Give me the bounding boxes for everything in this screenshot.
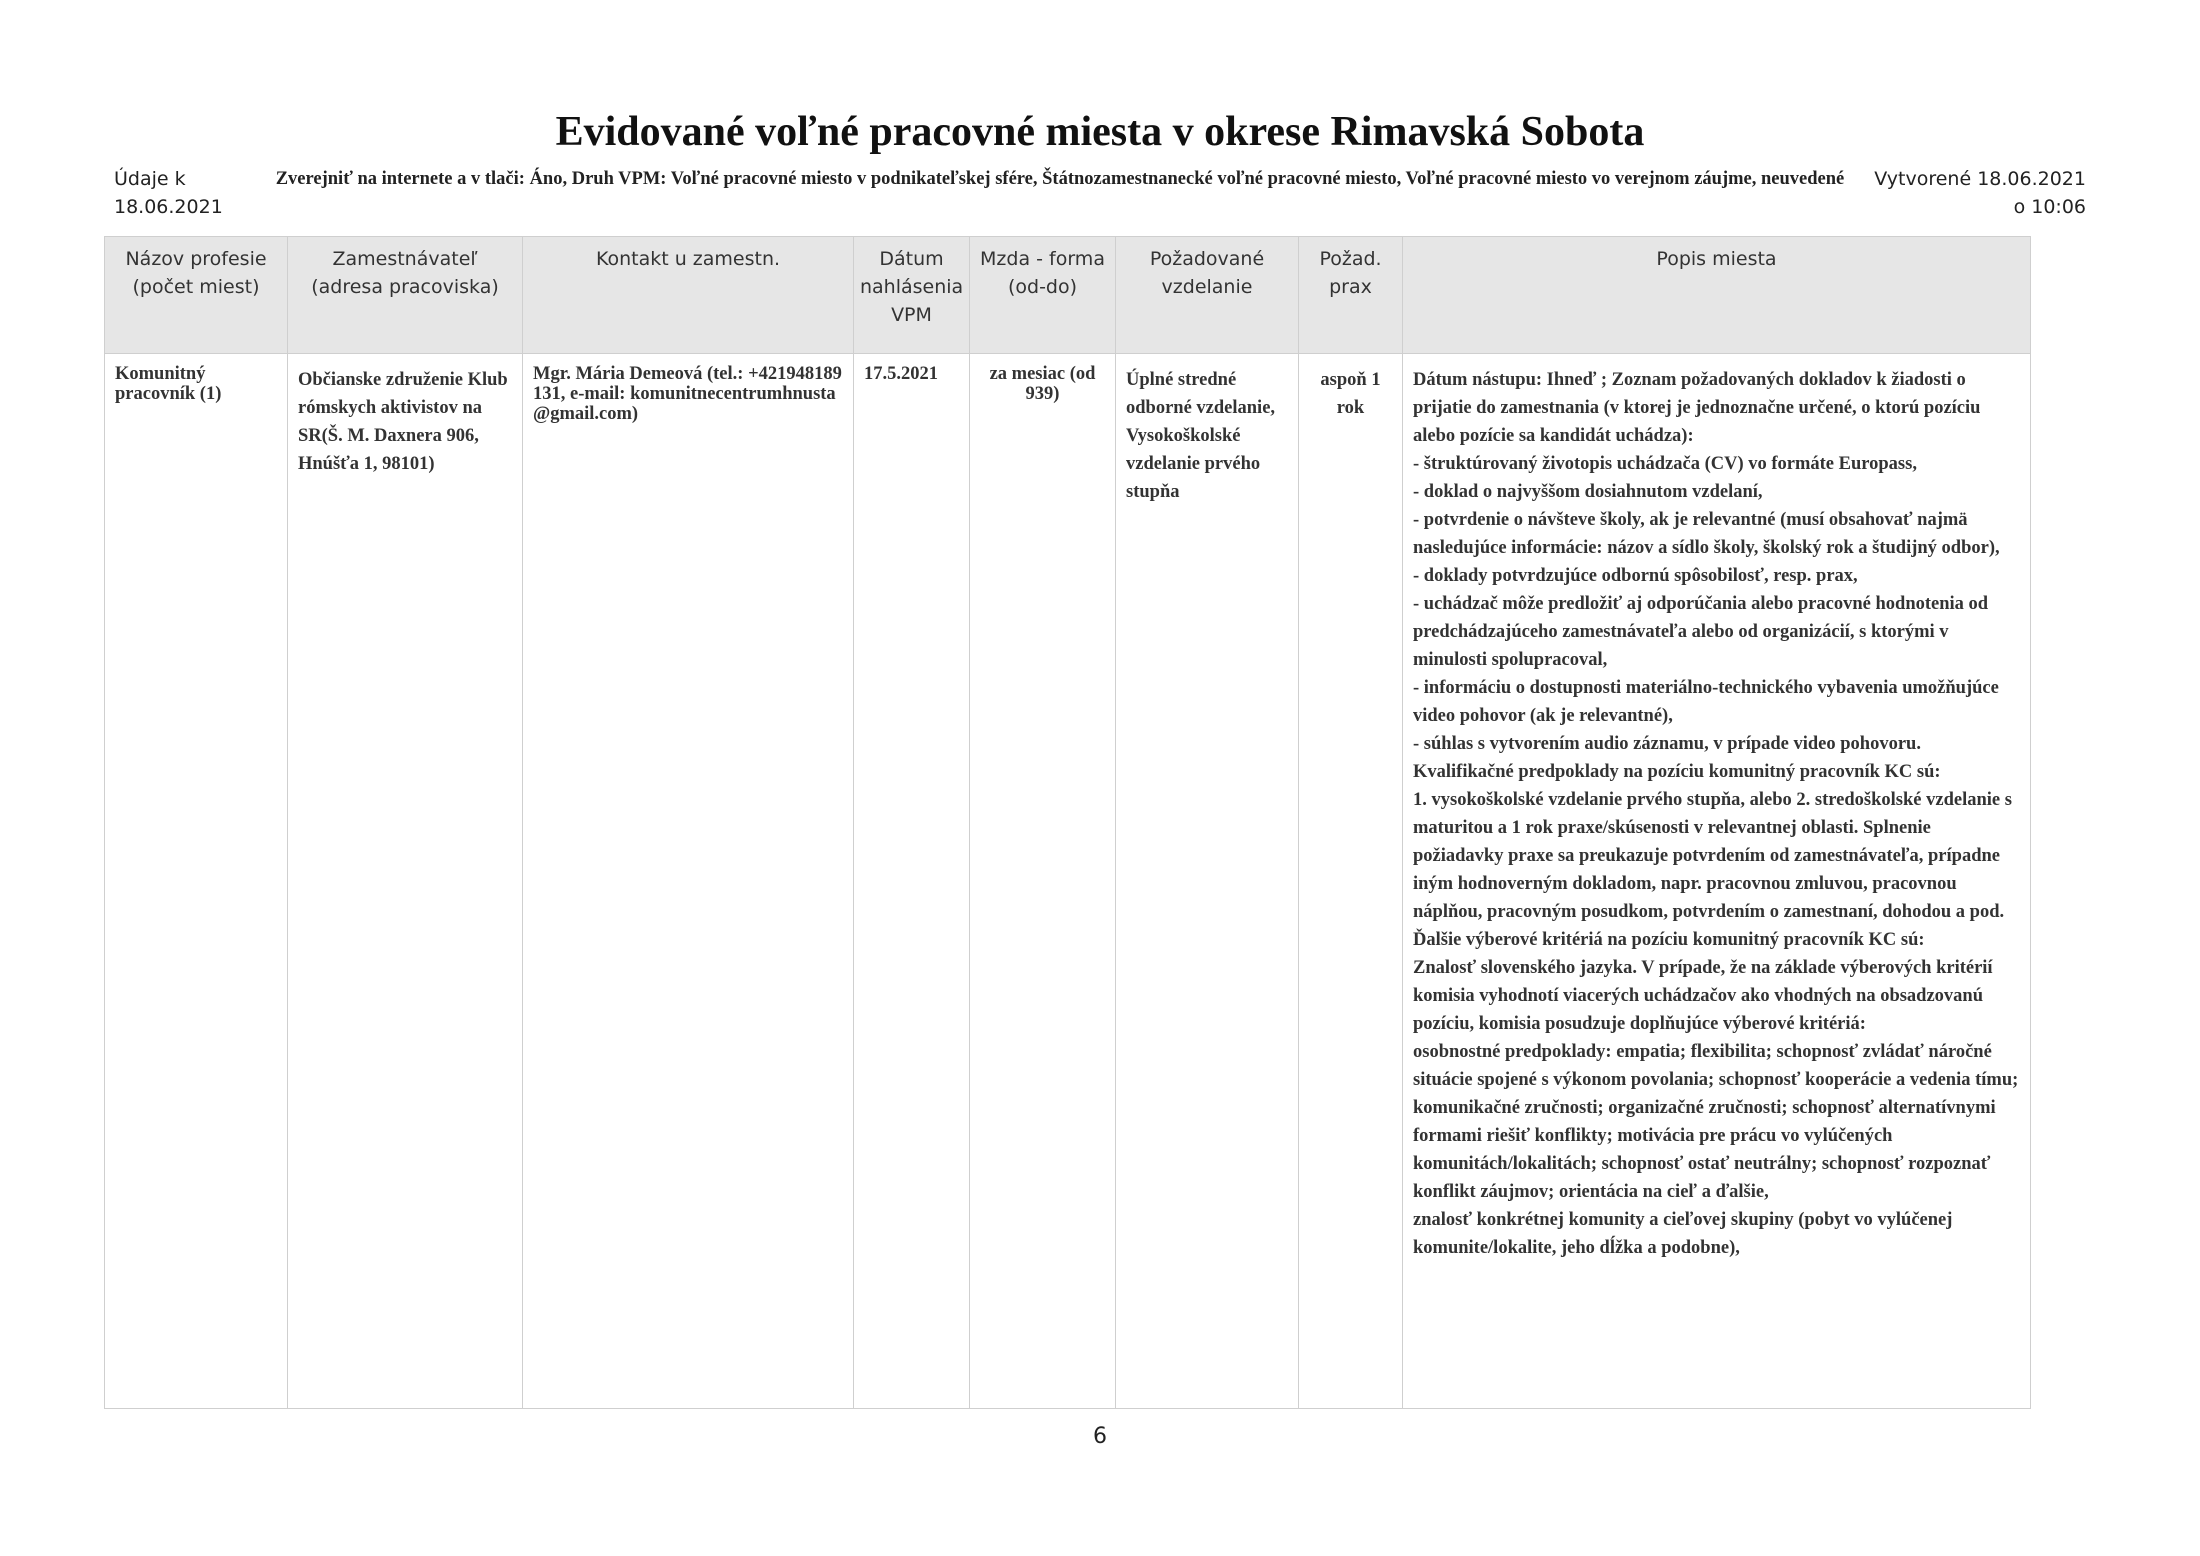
- created-timestamp: Vytvorené 18.06.2021 o 10:06: [1874, 168, 2086, 218]
- column-header-description: Popis miesta: [1403, 237, 2031, 354]
- publication-filter-text: Zverejniť na internete a v tlači: Áno, Druh VPM: Voľné pracovné miesto v podnikateľskej sfére, Štátnozamestnanecké voľné pracovné miesto, Voľné pracovné miesto vo verejnom záujme, neuvedené: [275, 169, 1845, 189]
- table-row: [105, 354, 2031, 1409]
- column-header-profession: Názov profesie (počet miest): [105, 237, 288, 354]
- column-header-contact: Kontakt u zamestn.: [523, 237, 854, 354]
- cell-education: Úplné stredné odborné vzdelanie, Vysokoškolské vzdelanie prvého stupňa: [1116, 354, 1299, 1409]
- column-header-date: Dátum nahlásenia VPM: [854, 237, 970, 354]
- cell-salary: za mesiac (od 939): [970, 354, 1116, 1409]
- cell-profession: Komunitný pracovník (1): [105, 354, 288, 1409]
- cell-contact: Mgr. Mária Demeová (tel.: +421948189131, e-mail: komunitnecentrumhnusta@gmail.com): [523, 354, 854, 1409]
- table-header-row: [105, 237, 2031, 354]
- page-number: 6: [1093, 1424, 1107, 1449]
- vacancies-table: [104, 236, 2031, 1409]
- cell-employer: Občianske združenie Klub rómskych aktivistov na SR(Š. M. Daxnera 906, Hnúšťa 1, 98101): [288, 354, 523, 1409]
- column-header-employer: Zamestnávateľ (adresa pracoviska): [288, 237, 523, 354]
- cell-date: 17.5.2021: [854, 354, 970, 1409]
- page-title: Evidované voľné pracovné miesta v okrese Rimavská Sobota: [555, 109, 1645, 155]
- column-header-education: Požadované vzdelanie: [1116, 237, 1299, 354]
- cell-description: Dátum nástupu: Ihneď ; Zoznam požadovaných dokladov k žiadosti o prijatie do zamestnania (v ktorej je jednoznačne určené, o ktorú pozíciu alebo pozície sa kandidát uchádza): - štruktúrovaný životopis uchádzača (CV) vo formáte Europass, - doklad o najvyššom dosiahnutom vzdelaní, - potvrdenie o návšteve školy, ak je relevantné (musí obsahovať najmä nasledujúce informácie: názov a sídlo školy, školský rok a študijný odbor), - doklady potvrdzujúce odbornú spôsobilosť, resp. prax, - uchádzač môže predložiť aj odporúčania alebo pracovné hodnotenia od predchádzajúceho zamestnávateľa alebo od organizácií, s ktorými v minulosti spolupracoval, - informáciu o dostupnosti materiálno-technického vybavenia umožňujúce video pohovor (ak je relevantné), - súhlas s vytvorením audio záznamu, v prípade video pohovoru. Kvalifikačné predpoklady na pozíciu komunitný pracovník KC sú: 1. vysokoškolské vzdelanie prvého stupňa, alebo 2. stredoškolské vzdelanie s maturitou a 1 rok praxe/skúsenosti v relevantnej oblasti. Splnenie požiadavky praxe sa preukazuje potvrdením od zamestnávateľa, prípadne iným hodnoverným dokladom, napr. pracovnou zmluvou, pracovnou náplňou, pracovným posudkom, potvrdením o zamestnaní, dohodou a pod. Ďalšie výberové kritériá na pozíciu komunitný pracovník KC sú: Znalosť slovenského jazyka. V prípade, že na základe výberových kritérií komisia vyhodnotí viacerých uchádzačov ako vhodných na obsadzovanú pozíciu, komisia posudzuje doplňujúce výberové kritériá: osobnostné predpoklady: empatia; flexibilita; schopnosť zvládať náročné situácie spojené s výkonom povolania; schopnosť kooperácie a vedenia tímu; komunikačné zručnosti; organizačné zručnosti; schopnosť alternatívnymi formami riešiť konflikty; motivácia pre prácu vo vylúčených komunitách/lokalitách; schopnosť ostať neutrálny; schopnosť rozpoznať konflikt záujmov; orientácia na cieľ a ďalšie, znalosť konkrétnej komunity a cieľovej skupiny (pobyt vo vylúčenej komunite/lokalite, jeho dĺžka a podobne),: [1403, 354, 2031, 1409]
- data-date-label: Údaje k 18.06.2021: [114, 168, 223, 218]
- column-header-practice: Požad. prax: [1299, 237, 1403, 354]
- cell-practice: aspoň 1 rok: [1299, 354, 1403, 1409]
- column-header-salary: Mzda - forma (od-do): [970, 237, 1116, 354]
